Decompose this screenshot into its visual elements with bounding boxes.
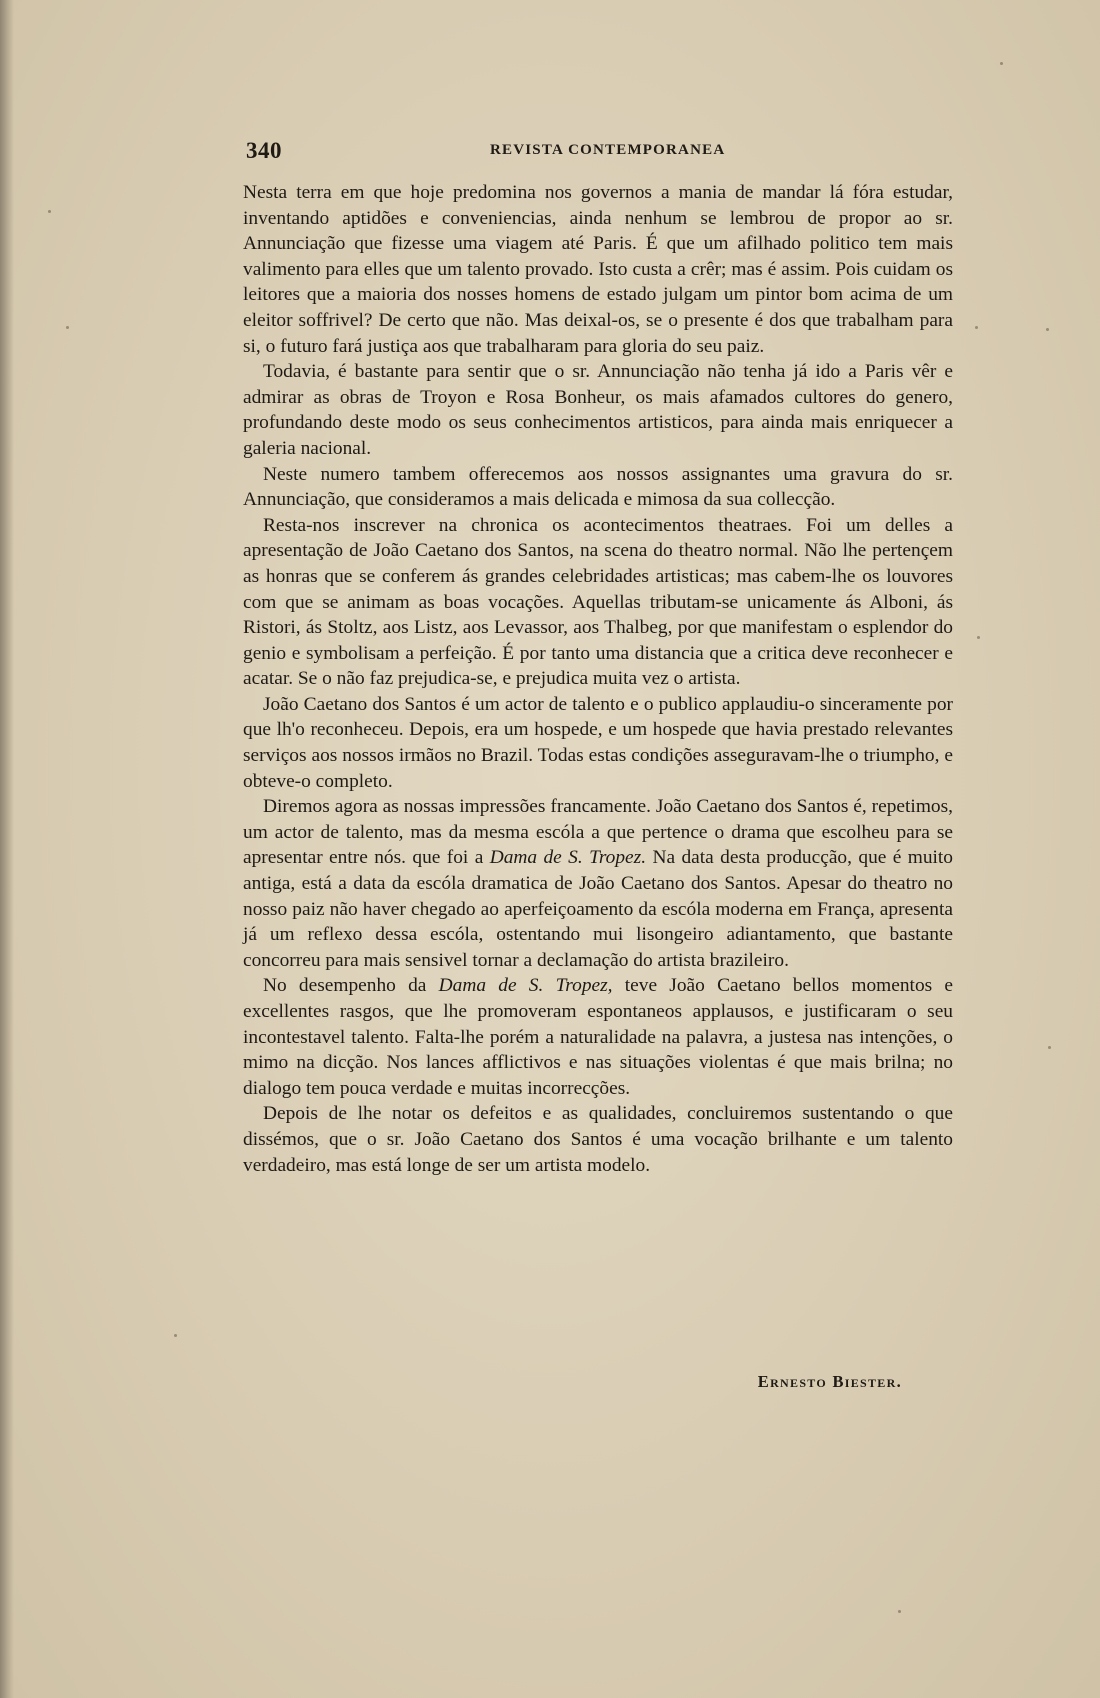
paper-speck bbox=[975, 326, 978, 329]
paragraph-7 bbox=[243, 973, 953, 1101]
paragraph-6 bbox=[243, 794, 953, 973]
paragraph-4: Resta-nos inscrever na chronica os acontecimentos theatraes. Foi um delles a apresentação de João Caetano dos Santos, na scena do theatro normal. Não lhe pertençem as honras que se conferem ás grandes celebridades artisticas; mas cabem-lhe os louvores com que se animam as boas vocações. Aquellas tributam-se unicamente ás Alboni, ás Ristori, ás Stoltz, aos Listz, aos Levassor, aos Thalbeg, por que manifestam o esplendor do genio e symbolisam a perfeição. É por tanto uma distancia que a critica deve reconhecer e acatar. Se o não faz prejudica-se, e prejudica muita vez o artista. bbox=[243, 514, 953, 690]
article-body bbox=[243, 180, 953, 1178]
paper-speck bbox=[48, 210, 51, 213]
book-spine-shadow bbox=[0, 0, 14, 1698]
paper-speck bbox=[898, 1610, 901, 1613]
play-title-italic: Dama de S. Tropez. bbox=[489, 847, 647, 869]
page-header bbox=[246, 138, 946, 166]
paragraph-7-text-b: teve João Caetano bellos momentos e excellentes rasgos, que lhe promoveram espontaneos applausos, e justificaram o seu incontestavel talento. Falta-lhe porém a naturalidade na palavra, a justesa nas intenções, o mimo na dicção. Nos lances afflictivos e nas situações violentas é que mais brilna; no dialogo tem pouca verdade e muitas incorrecções. bbox=[243, 975, 954, 1099]
paragraph-8: Depois de lhe notar os defeitos e as qualidades, concluiremos sustentando o que dissémos, que o sr. João Caetano dos Santos é uma vocação brilhante e um talento verdadeiro, mas está longe de ser um artista modelo. bbox=[243, 1103, 953, 1176]
running-title: REVISTA CONTEMPORANEA bbox=[490, 142, 726, 158]
paragraph-1: Nesta terra em que hoje predomina nos governos a mania de mandar lá fóra estudar, inventando aptidões e conveniencias, ainda nenhum se lembrou de propor ao sr. Annunciação que fizesse uma viagem até Paris. É que um afilhado politico tem mais valimento para elles que um talento provado. Isto custa a crêr; mas é assim. Pois cuidam os leitores que a maioria dos nosses homens de estado julgam um pintor bom acima de um eleitor soffrivel? De certo que não. Mas deixal-os, se o presente é dos que trabalham para si, o futuro fará justiça aos que trabalharam para gloria do seu paiz. bbox=[243, 182, 953, 357]
paper-speck bbox=[1000, 62, 1003, 65]
paragraph-3: Neste numero tambem offerecemos aos nossos assignantes uma gravura do sr. Annunciação, que consideramos a mais delicada e mimosa da sua collecção. bbox=[243, 463, 953, 511]
paper-speck bbox=[977, 636, 980, 639]
paragraph-2: Todavia, é bastante para sentir que o sr. Annunciação não tenha já ido a Paris vêr e admirar as obras de Troyon e Rosa Bonheur, os mais afamados cultores do genero, profundando deste modo os seus conhecimentos artisticos, para ainda mais enriquecer a galeria nacional. bbox=[243, 361, 953, 459]
author-signature: Ernesto Biester. bbox=[757, 1372, 902, 1391]
paper-speck bbox=[1048, 1046, 1051, 1049]
paragraph-7-text-a: No desempenho da bbox=[263, 975, 439, 997]
paragraph-6-text-a: Diremos agora as nossas impressões francamente. João Caetano dos Santos é, repetimos, um actor de talento, mas da mesma escóla a que pertence o drama que escolheu para se apresentar entre nós. que foi a bbox=[243, 796, 953, 869]
paragraph-6-text-b: Na data desta producção, que é muito antiga, está a data da escóla dramatica de João Caetano dos Santos. Apesar do theatro no nosso paiz não haver chegado ao aperfeiçoamento da escóla moderna em França, apresenta já um reflexo dessa escóla, ostentando mui lisongeiro adiantamento, que bastante concorreu para mais sensivel tornar a declamação do artista brazileiro. bbox=[243, 847, 954, 971]
play-title-italic-2: Dama de S. Tropez, bbox=[438, 975, 613, 997]
paper-speck bbox=[1046, 328, 1049, 331]
paragraph-5: João Caetano dos Santos é um actor de talento e o publico applaudiu-o sinceramente por que lh'o reconheceu. Depois, era um hospede, e um hospede que havia prestado relevantes serviços aos nossos irmãos no Brazil. Todas estas condições asseguravam-lhe o triumpho, e obteve-o completo. bbox=[243, 693, 953, 792]
page-number: 340 bbox=[246, 138, 282, 163]
paper-speck bbox=[66, 326, 69, 329]
paper-speck bbox=[174, 1334, 177, 1337]
